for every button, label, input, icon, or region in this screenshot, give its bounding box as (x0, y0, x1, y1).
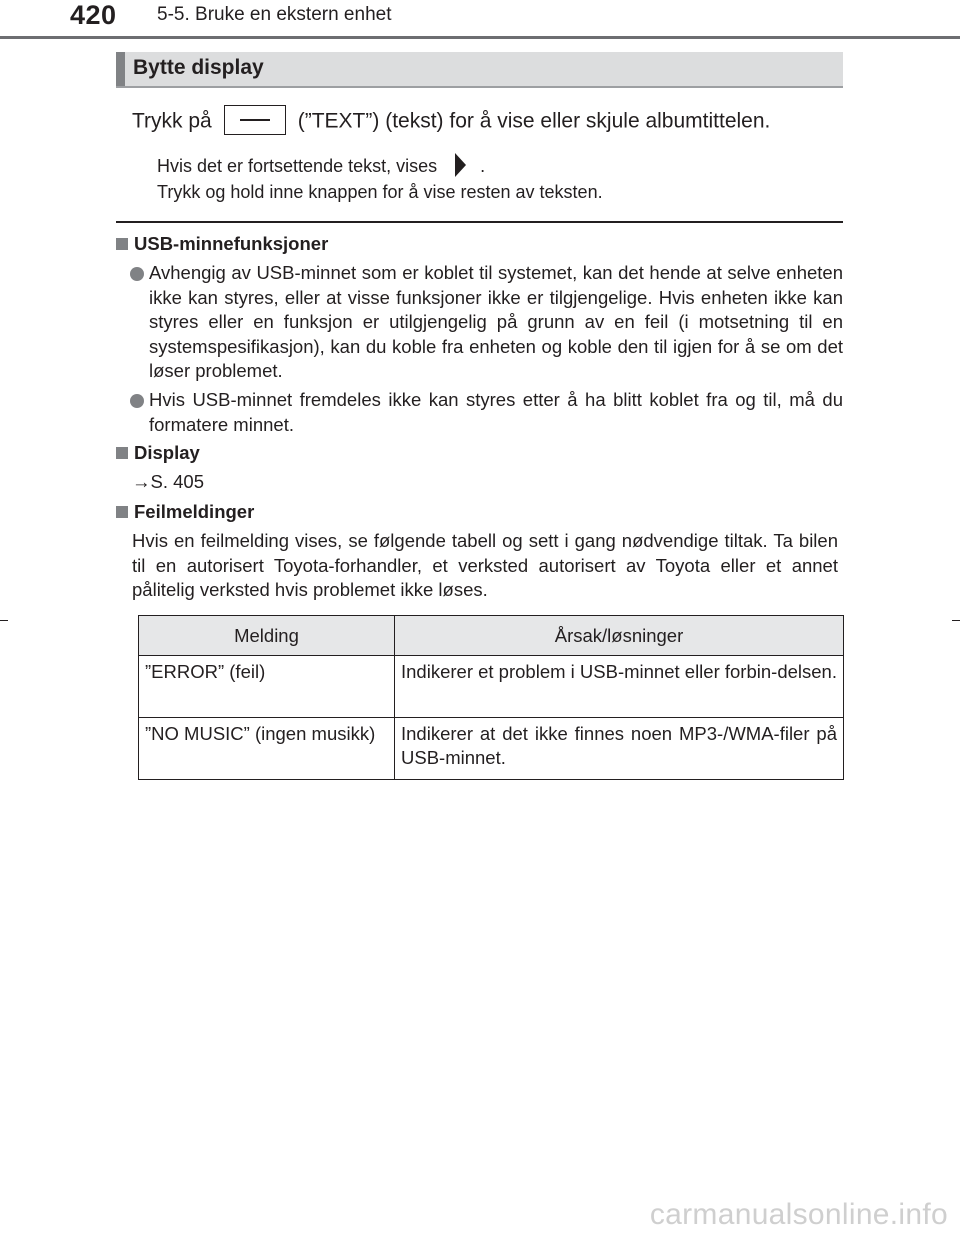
step-instruction (132, 107, 770, 137)
square-bullet-icon (116, 447, 128, 459)
subheading-usb-functions (116, 233, 328, 255)
subheading-label: Feilmeldinger (134, 501, 255, 522)
table-cell-message: ”NO MUSIC” (ingen musikk) (139, 718, 395, 780)
bullet-dot-icon (130, 267, 144, 281)
subheading-display (116, 442, 200, 464)
table-row (139, 718, 844, 780)
note-text-after: . (480, 155, 486, 176)
header-rule (0, 36, 960, 39)
error-message-table (138, 615, 844, 780)
page-reference: →S. 405 (132, 471, 204, 492)
step-text-before: Trykk på (132, 109, 212, 133)
step-text-after: (”TEXT”) (tekst) for å vise eller skjule albumtittelen. (297, 109, 771, 133)
subheading-label: USB-minnefunksjoner (134, 233, 329, 254)
table-header-row (139, 616, 844, 656)
table-row (139, 656, 844, 718)
table-cell-solution: Indikerer et problem i USB-minnet eller forbin-delsen. (395, 656, 844, 718)
running-head: 5-5. Bruke en ekstern enhet (157, 4, 392, 25)
square-bullet-icon (116, 506, 128, 518)
crop-mark (0, 620, 8, 621)
page-number: 420 (70, 0, 117, 30)
dash-button-icon (224, 105, 286, 135)
table-header-cell: Årsak/løsninger (395, 616, 844, 656)
section-title: Bytte display (133, 56, 264, 79)
bullet-paragraph: Avhengig av USB-minnet som er koblet til systemet, kan det hende at selve enheten ikke kan styres, eller at visse funksjoner ikke er tilgjengelige. Hvis enheten ikke kan styres eller en funksjon er utilgjengelig på grunn av en feil (i motsetning til en systemspesifikasjon), kan du koble fra enheten og koble den til igjen for å se om det løser problemet. (149, 262, 843, 381)
section-accent (116, 52, 125, 86)
bullet-paragraph: Hvis USB-minnet fremdeles ikke kan styres etter å ha blitt koblet fra og til, må du formatere minnet. (149, 389, 843, 435)
watermark: carmanualsonline.info (649, 1198, 948, 1231)
divider (116, 221, 843, 223)
continue-arrow-icon (455, 153, 466, 177)
subheading-error-messages (116, 501, 254, 523)
table-cell-solution: Indikerer at det ikke finnes noen MP3-/WMA-filer på USB-minnet. (395, 718, 844, 780)
note-continuing-text (157, 155, 485, 179)
note-hold-button: Trykk og hold inne knappen for å vise resten av teksten. (157, 182, 603, 202)
subheading-label: Display (134, 442, 200, 463)
square-bullet-icon (116, 238, 128, 250)
table-header-cell: Melding (139, 616, 395, 656)
table-cell-message: ”ERROR” (feil) (139, 656, 395, 718)
crop-mark (952, 620, 960, 621)
note-text-before: Hvis det er fortsettende tekst, vises (157, 155, 438, 176)
bullet-dot-icon (130, 394, 144, 408)
error-intro-paragraph: Hvis en feilmelding vises, se følgende tabell og sett i gang nødvendige tiltak. Ta bilen til en autorisert Toyota-forhandler, et verksted autorisert av Toyota eller et annet pålitelig verksted hvis problemet ikke løses. (132, 530, 838, 600)
section-title-bar (116, 52, 843, 88)
